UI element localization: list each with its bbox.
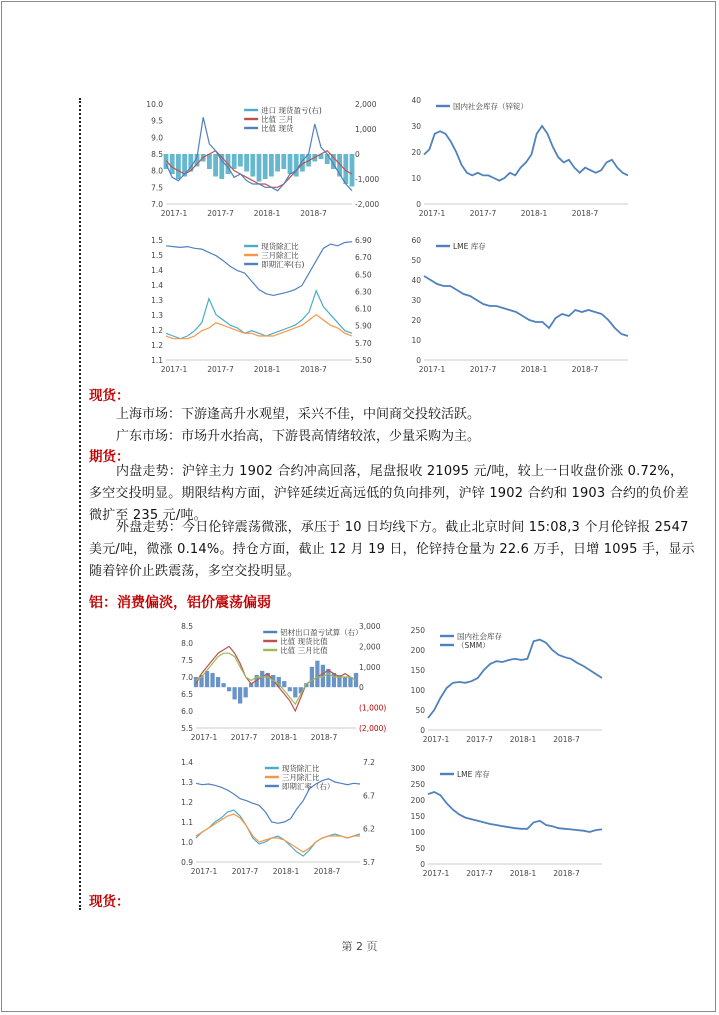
x-tick-label: 2017-7 [469,365,497,374]
y2-tick-label: 5.90 [355,321,372,331]
chart-svg [400,232,636,380]
bar-mark [232,154,237,169]
legend-label: 国内社会库存（锌锭） [453,102,528,111]
y-tick-label: 1.3 [151,296,163,305]
y2-tick-label: 6.50 [355,270,372,280]
y-tick-label: 0 [416,356,421,365]
y-tick-label: 0 [420,860,425,869]
page-number: 第 2 页 [341,940,378,953]
x-tick-label: 2017-7 [207,365,234,374]
legend-label: 铝材出口盈亏试算（右） [280,628,363,637]
chart-zinc-exchange-ratio [136,232,392,380]
bar-mark [232,687,236,699]
bar-mark [244,154,249,172]
bar-mark [250,154,255,177]
y-tick-label: 300 [410,764,425,773]
y-tick-label: 10 [411,336,421,345]
y-tick-label: 1.3 [181,778,193,787]
y-tick-label: 5.5 [181,724,193,733]
y-tick-label: 150 [410,666,425,675]
legend-label: 现货除汇比 [281,764,320,773]
y-tick-label: 50 [415,706,425,715]
y2-tick-label: 6.90 [355,236,372,245]
chart-aluminum-lme-inventory [400,760,610,884]
y-tick-label: 9.5 [151,116,163,126]
y2-tick-label: 5.7 [363,858,375,867]
x-tick-label: 2017-7 [230,733,258,742]
x-tick-label: 2017-1 [160,365,188,374]
bar-mark [257,154,262,182]
bar-mark [170,154,175,174]
legend-label: LME 库存 [453,242,486,251]
y2-tick-label: 0 [359,683,364,693]
y-tick-label: 40 [411,96,421,105]
bar-mark [207,154,212,169]
x-tick-label: 2018-1 [520,209,548,218]
series-line [166,315,352,339]
bar-mark [176,154,181,179]
y-tick-label: 1.4 [181,758,193,767]
y-tick-label: 8.5 [151,150,163,159]
series-line [166,242,352,296]
y2-tick-label: 2,000 [359,642,381,652]
bar-mark [205,671,209,687]
y-tick-label: 30 [411,122,421,131]
x-tick-label: 2018-1 [270,733,298,742]
y-tick-label: 100 [410,828,425,837]
series-line [428,792,602,832]
legend-label: LME 库存 [457,770,490,779]
series-line [424,276,628,336]
y2-tick-label: 6.2 [363,824,375,834]
series-line [424,126,628,181]
x-tick-label: 2017-1 [422,869,450,878]
bar-mark [210,673,214,687]
bar-mark [244,687,248,697]
bar-mark [282,681,286,687]
y-tick-label: 50 [411,256,421,265]
y-tick-label: 10.0 [146,100,163,109]
y2-tick-label: 6.70 [355,253,372,263]
y-tick-label: 40 [411,276,421,285]
y2-tick-label: 6.10 [355,304,372,314]
y2-tick-label: 1,000 [359,662,381,672]
bar-mark [288,154,293,174]
legend-label: 三月除汇比 [281,773,320,782]
legend-label: 比值 三月 [261,115,294,124]
legend-label: 即期汇率(右) [261,260,305,269]
x-tick-label: 2017-7 [231,867,259,876]
y-tick-label: 250 [410,626,425,635]
x-tick-label: 2018-1 [272,867,300,876]
y-tick-label: 100 [410,686,425,695]
x-tick-label: 2018-1 [253,209,281,218]
x-tick-label: 2018-7 [310,733,338,742]
y-tick-label: 6.0 [181,707,193,716]
x-tick-label: 2018-7 [313,867,341,876]
y2-tick-label: (2,000) [359,724,387,733]
legend-label: 比值 现货比值 [280,637,328,646]
x-tick-label: 2018-7 [553,735,580,744]
y-tick-label: 1.4 [151,281,163,290]
y2-tick-label: 3,000 [359,622,381,631]
y-tick-label: 1.1 [181,818,193,827]
y-tick-label: 7.0 [181,673,193,682]
y-tick-label: 0 [420,726,425,735]
y-tick-label: 1.0 [181,838,193,847]
series-line [428,640,602,718]
bar-mark [343,677,347,687]
chart-svg [170,756,392,882]
y2-tick-label: 6.30 [355,287,372,297]
bar-mark [238,687,242,703]
y-tick-label: 20 [411,316,421,325]
chart-svg [136,92,392,224]
bar-mark [310,667,314,687]
chart-svg [400,92,636,224]
y2-tick-label: -1,000 [355,175,380,184]
y-tick-label: 30 [411,296,421,305]
bar-mark [350,154,355,187]
y-tick-label: 1.2 [181,798,193,807]
spot-shanghai-paragraph: 上海市场：下游逢高升水观望，采兴不佳，中间商交投较活跃。 [116,407,481,422]
x-tick-label: 2018-7 [300,365,327,374]
x-tick-label: 2018-1 [509,735,537,744]
chart-aluminum-domestic-inventory [400,622,610,750]
outer-market-paragraph: 外盘走势：今日伦锌震荡微涨，承压于 10 日均线下方。截止北京时间 15:08,3 个月伦锌报 2547 美元/吨，微涨 0.14%。持仓方面，截止 12 月 19 日，伦锌持仓量为 22.6 万手，日增 1095 手，显示随着锌价止跌震荡，多空交投明显。 [89,520,695,579]
x-tick-label: 2017-1 [418,209,446,218]
bar-mark [293,687,297,697]
chart-zinc-lme-inventory [400,232,636,380]
x-tick-label: 2018-7 [553,869,580,878]
x-tick-label: 2017-1 [418,365,446,374]
y2-tick-label: 0 [355,150,360,159]
y-tick-label: 1.2 [151,326,163,335]
x-tick-label: 2018-7 [571,365,599,374]
y-tick-label: 1.1 [151,356,163,365]
bar-mark [269,154,274,177]
x-tick-label: 2018-7 [571,209,599,218]
y-tick-label: 50 [415,844,425,853]
y2-tick-label: -2,000 [355,200,380,209]
bar-mark [281,154,286,169]
bar-mark [315,661,319,688]
bar-mark [227,687,231,691]
y-tick-label: 9.0 [151,133,163,143]
y-tick-label: 1.3 [151,311,163,320]
legend-label: 国内社会库存 [457,632,502,641]
legend-label: （SMM） [457,641,490,650]
chart-svg [170,618,392,748]
x-tick-label: 2017-1 [190,867,218,876]
y-tick-label: 8.5 [181,622,193,631]
y-tick-label: 7.5 [151,183,163,193]
y2-tick-label: 7.2 [363,758,375,767]
y2-tick-label: 2,000 [355,100,377,109]
y2-tick-label: 6.7 [363,791,375,801]
y-tick-label: 150 [410,812,425,821]
y-tick-label: 7.5 [181,656,193,665]
y2-tick-label: 5.50 [355,356,372,365]
series-line [196,810,360,856]
y-tick-label: 7.0 [151,200,163,209]
y-tick-label: 60 [411,236,421,245]
chart-svg [400,622,610,750]
bar-mark [325,154,330,164]
inner-market-paragraph: 内盘走势：沪锌主力 1902 合约冲高回落，尾盘报收 21095 元/吨，较上一日收盘价涨 0.72%，多空交投明显。期限结构方面，沪锌延续近高远低的负向排列，沪锌 1902 合约和 1903 合约的负价差微扩至 235 元/吨。 [89,464,689,523]
chart-svg [400,760,610,884]
chart-svg [136,232,392,380]
x-tick-label: 2018-7 [300,209,327,218]
y-tick-label: 0 [416,200,421,209]
y-tick-label: 200 [410,646,425,655]
x-tick-label: 2017-7 [469,209,497,218]
y-tick-label: 200 [410,796,425,805]
legend-label: 现货除汇比 [261,242,299,251]
bar-mark [238,154,243,167]
aluminum-section-title: 铝：消费偏淡，铝价震荡偏弱 [89,595,271,611]
y2-tick-label: (1,000) [359,703,387,713]
y-tick-label: 250 [410,780,425,789]
y2-tick-label: 1,000 [355,125,377,134]
y-tick-label: 1.4 [151,266,163,275]
y-tick-label: 6.5 [181,690,193,699]
y-tick-label: 8.0 [181,639,193,648]
bar-mark [275,154,280,172]
x-tick-label: 2017-1 [190,733,218,742]
legend-label: 比值 三月比值 [280,646,328,655]
x-tick-label: 2017-7 [207,209,234,218]
x-tick-label: 2017-1 [422,735,450,744]
x-tick-label: 2018-1 [520,365,548,374]
y-tick-label: 1.2 [151,341,163,350]
series-line [196,814,360,852]
y-tick-label: 20 [411,148,421,157]
bar-mark [260,671,264,687]
legend-label: 即期汇率（右） [281,782,335,791]
chart-zinc-domestic-inventory [400,92,636,224]
spot-guangdong-paragraph: 广东市场：市场升水抬高，下游畏高情绪较浓，少量采购为主。 [116,429,481,444]
x-tick-label: 2017-7 [466,735,493,744]
y2-tick-label: 5.70 [355,338,372,348]
legend-label: 进口 现货盈亏(右) [261,106,322,115]
y-tick-label: 1.5 [151,251,163,260]
margin-dotted-rule [79,98,81,910]
series-line [166,291,352,339]
x-tick-label: 2017-1 [160,209,188,218]
futures-heading: 期货： [89,449,130,465]
y-tick-label: 1.5 [151,236,163,245]
bar-mark [263,154,268,179]
y-tick-label: 10 [411,174,421,183]
y-tick-label: 0.9 [181,858,193,867]
chart-aluminum-exchange-ratio [170,756,392,882]
chart-aluminum-ratio-export [170,618,392,748]
bar-mark [221,683,225,687]
legend-label: 三月除汇比 [261,251,299,260]
legend-label: 比值 现货 [261,124,294,133]
x-tick-label: 2018-1 [509,869,537,878]
x-tick-label: 2017-7 [466,869,493,878]
y-tick-label: 8.0 [151,166,163,176]
bar-mark [216,677,220,687]
chart-zinc-ratio-export [136,92,392,224]
bar-mark [288,687,292,691]
spot-heading: 现货： [89,388,130,404]
x-tick-label: 2018-1 [253,365,281,374]
spot-heading-2: 现货： [89,894,130,910]
bar-mark [213,154,218,177]
